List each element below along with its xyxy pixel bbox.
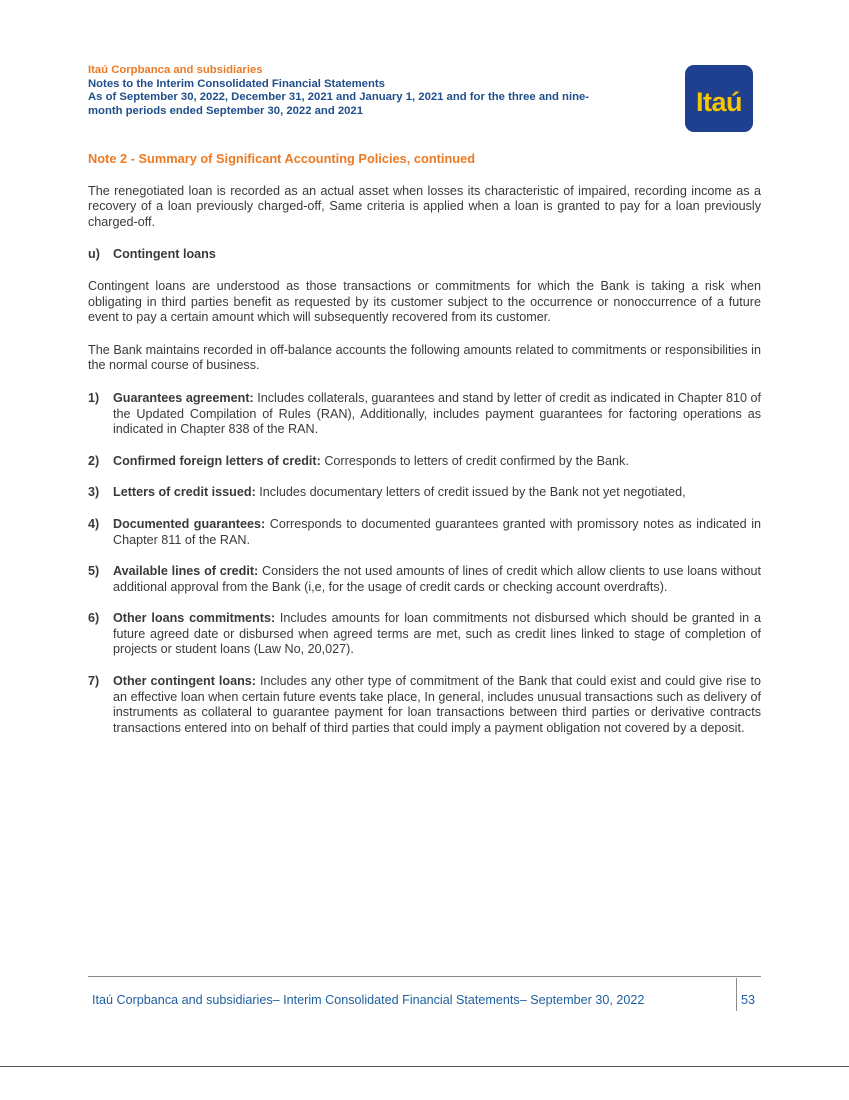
list-item — [88, 485, 761, 501]
itau-logo — [685, 65, 753, 132]
list-item-number: 6) — [88, 611, 100, 626]
footer-text: Itaú Corpbanca and subsidiaries– Interim Consolidated Financial Statements– September 30, 2022 — [92, 993, 645, 1007]
list-item — [88, 674, 761, 736]
list-item-body — [113, 454, 761, 470]
list-item-number: 5) — [88, 564, 100, 579]
list-item-term: Letters of credit issued: — [113, 485, 256, 500]
header-company-name: Itaú Corpbanca and subsidiaries — [88, 64, 263, 76]
intro-paragraph: The renegotiated loan is recorded as an actual asset when losses its characteristic of impaired, recording income as a recovery of a loan previously charged-off, Same criteria is applied when a loan is granted to pay for a loan previously charged-off. — [88, 183, 761, 229]
footer-rule — [88, 976, 761, 977]
list-item-text: Includes collaterals, guarantees and stand by letter of credit as indicated in Chapter 810 of the Updated Compilation of Rules (RAN), Additionally, includes payment guarantees for factoring operations as indicated in Chapter 838 of the RAN. — [113, 390, 761, 437]
list-item — [88, 391, 761, 438]
list-item-body — [113, 391, 761, 438]
logo-text: Itaú — [695, 87, 742, 117]
list-item-text: Considers the not used amounts of lines of credit which allow clients to use loans without additional approval from the Bank (i,e, for the usage of credit cards or checking account overdrafts). — [113, 564, 762, 594]
paragraph-off-balance: The Bank maintains recorded in off-balance accounts the following amounts related to commitments or responsibilities in the normal course of business. — [88, 342, 761, 373]
document-header — [88, 64, 668, 118]
list-item-text: Corresponds to documented guarantees granted with promissory notes as indicated in Chapter 811 of the RAN. — [113, 516, 762, 547]
note-title: Note 2 - Summary of Significant Accounting Policies, continued — [88, 151, 476, 166]
list-item — [88, 517, 761, 548]
list-item-term: Other loans commitments: — [113, 611, 276, 626]
list-item-body — [113, 611, 761, 658]
list-item-body — [113, 564, 761, 595]
list-item-body — [113, 485, 761, 501]
list-item-term: Documented guarantees: — [113, 516, 266, 531]
list-item-number: 7) — [88, 674, 100, 689]
list-item-term: Confirmed foreign letters of credit: — [113, 453, 321, 468]
section-letter: u) — [88, 247, 100, 262]
list-item-number: 4) — [88, 516, 100, 531]
paragraph-contingent-definition: Contingent loans are understood as those transactions or commitments for which the Bank is taking a risk when obligating in third parties benefit as requested by its customer subject to the occurrence or nonoccurrence of a future event to pay a certain amount which will subsequently recovered from its customer. — [88, 278, 761, 325]
list-item-number: 2) — [88, 453, 100, 468]
list-item-text: Includes amounts for loan commitments not disbursed which should be granted in a future agreed date or disbursed when agreed terms are met, such as credit lines linked to stage of completion of projects or student loans (Law No, 20,027). — [113, 611, 761, 657]
list-item-number: 1) — [88, 390, 100, 405]
list-item-term: Available lines of credit: — [113, 564, 259, 579]
document-body — [88, 151, 761, 752]
list-item-number: 3) — [88, 485, 100, 500]
list-item-term: Other contingent loans: — [113, 674, 256, 689]
list-item — [88, 564, 761, 595]
page-bottom-rule — [0, 1066, 849, 1067]
list-item-body — [113, 517, 761, 548]
list-item-text: Includes documentary letters of credit issued by the Bank not yet negotiated, — [255, 485, 686, 500]
header-period-line-2: month periods ended September 30, 2022 and 2021 — [88, 104, 363, 117]
footer-divider — [736, 978, 737, 1011]
list-item-body — [113, 674, 761, 736]
section-title: Contingent loans — [113, 247, 216, 262]
header-period-line-1: As of September 30, 2022, December 31, 2021 and January 1, 2021 and for the three and nine- — [88, 91, 590, 103]
list-item-term: Guarantees agreement: — [113, 390, 254, 405]
header-title: Notes to the Interim Consolidated Financial Statements — [88, 77, 385, 90]
list-item — [88, 454, 761, 470]
list-item — [88, 611, 761, 658]
page-number: 53 — [741, 993, 756, 1007]
list-item-text: Corresponds to letters of credit confirmed by the Bank. — [320, 453, 629, 468]
list-item-text: Includes any other type of commitment of the Bank that could exist and could give rise to an effective loan when certain future events take place, In general, includes unusual transactions such as delivery of instruments as collateral to guarantee payment for loan transactions between third parties or derivative contracts transactions entered into on behalf of third parties that could imply a payment obligation not covered by a deposit. — [113, 674, 762, 735]
section-heading — [88, 247, 761, 263]
